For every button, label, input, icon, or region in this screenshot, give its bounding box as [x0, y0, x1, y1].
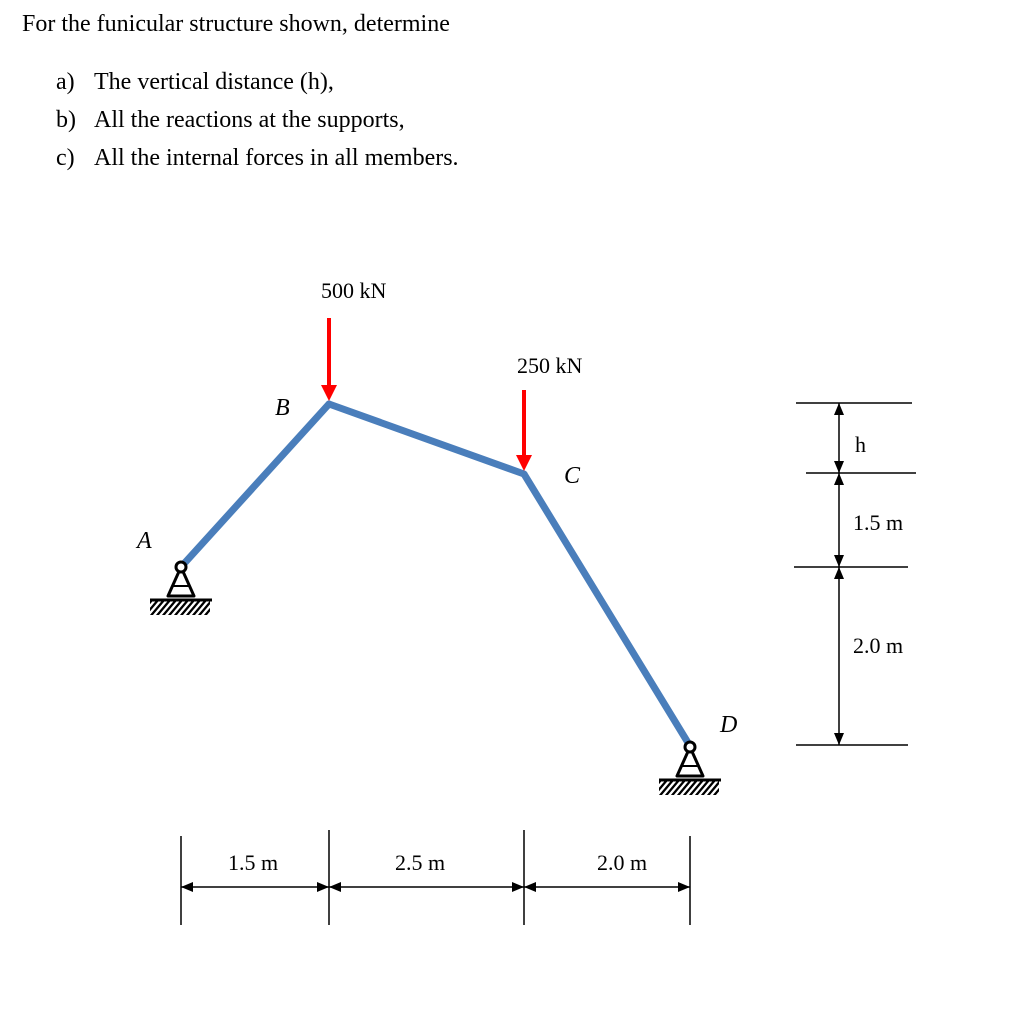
ground-hatch	[150, 601, 210, 615]
dim-label-ad-rise: 2.0 m	[853, 633, 904, 658]
load-arrow-c	[516, 390, 532, 471]
pin-support-d	[659, 742, 721, 795]
dim-label-bc-rise: 1.5 m	[853, 510, 904, 535]
load-label-c: 250 kN	[517, 353, 583, 378]
point-label-b: B	[275, 395, 290, 421]
question-text: All the internal forces in all members.	[94, 145, 459, 171]
question-label: c)	[56, 145, 75, 171]
question-label: b)	[56, 107, 76, 133]
member-cd	[524, 474, 690, 746]
load-label-b: 500 kN	[321, 278, 387, 303]
problem-intro: For the funicular structure shown, determine	[22, 11, 450, 37]
dim-label-bc: 2.5 m	[395, 850, 446, 875]
ground-hatch	[659, 781, 719, 795]
load-arrow-b	[321, 318, 337, 401]
cable-members	[181, 404, 690, 746]
question-text: The vertical distance (h),	[94, 69, 334, 95]
horizontal-dimensions	[181, 830, 690, 925]
member-bc	[329, 404, 524, 474]
point-label-c: C	[564, 463, 581, 489]
dim-label-ab: 1.5 m	[228, 850, 279, 875]
point-label-a: A	[137, 528, 152, 554]
question-label: a)	[56, 69, 75, 95]
point-label-d: D	[720, 712, 738, 738]
dim-label-cd: 2.0 m	[597, 850, 648, 875]
dim-label-h: h	[855, 432, 866, 457]
question-text: All the reactions at the supports,	[94, 107, 405, 133]
pin-support-a	[150, 562, 212, 615]
member-ab	[181, 404, 329, 567]
